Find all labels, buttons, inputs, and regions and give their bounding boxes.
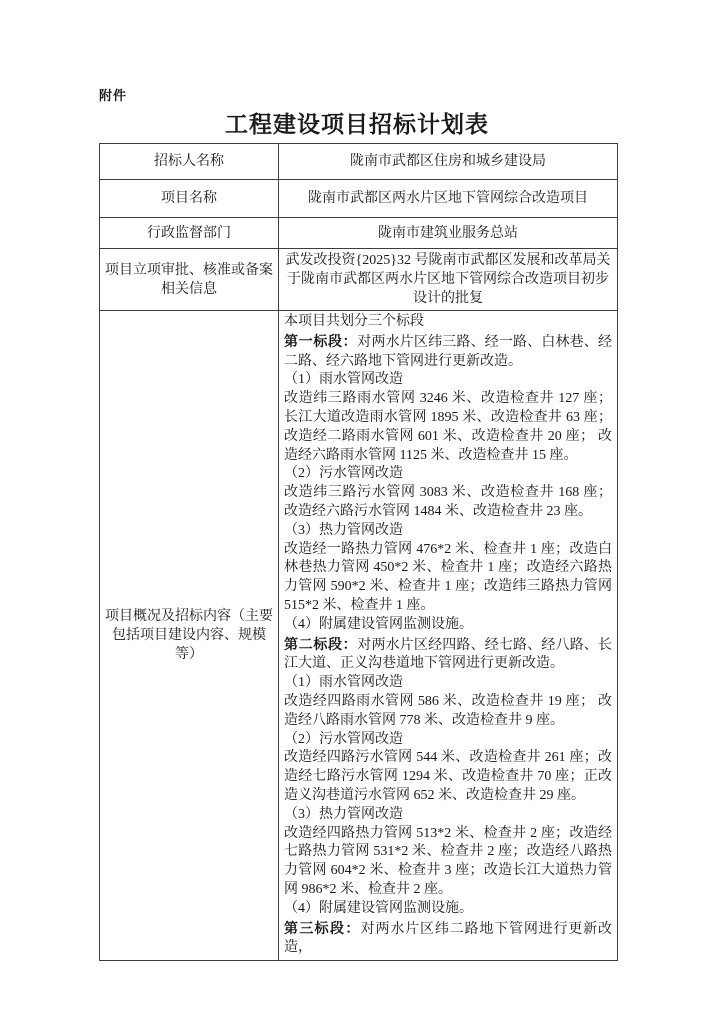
row-value-supervision-dept: 陇南市建筑业服务总站 bbox=[279, 218, 618, 249]
overview-paragraph: 改造纬三路雨水管网 3246 米、改造检查井 127 座；长江大道改造雨水管网 1895 米、改造检查井 63 座；改造经二路雨水管网 601 米、改造检查井 20 座； 改造经六路雨水管网 1125 米、改造检查井 15 座。 bbox=[284, 391, 612, 463]
row-label-project-name: 项目名称 bbox=[100, 180, 279, 218]
row-label-supervision-dept: 行政监督部门 bbox=[100, 218, 279, 249]
project-overview-cell bbox=[279, 311, 618, 961]
overview-paragraph: （4）附属建设管网监测设施。 bbox=[284, 616, 473, 632]
overview-paragraph: （1）雨水管网改造 bbox=[284, 372, 403, 388]
row-label-tenderer: 招标人名称 bbox=[100, 144, 279, 180]
row-label-project-overview: 项目概况及招标内容（主要包括项目建设内容、规模等） bbox=[100, 311, 279, 961]
overview-paragraph: 改造经四路污水管网 544 米、改造检查井 261 座；改造经七路污水管网 1294 米、改造检查井 70 座；正改造义沟巷道污水管网 652 米、改造检查井 29 座。 bbox=[284, 750, 612, 803]
overview-paragraph: 第一标段：对两水片区纬三路、经一路、白林巷、经二路、经六路地下管网进行更新改造。 bbox=[284, 332, 613, 369]
overview-paragraph: 第三标段：对两水片区纬二路地下管网进行更新改造， bbox=[284, 919, 613, 956]
overview-paragraph: 改造经一路热力管网 476*2 米、检查井 1 座；改造白林巷热力管网 450*2 米、检查井 1 座；改造经六路热力管网 590*2 米、检查井 1 座；改造纬三路热力管网 515*2 米、检查井 1 座。 bbox=[284, 541, 612, 613]
table-row-tenderer bbox=[100, 144, 618, 180]
overview-paragraph: （3）热力管网改造 bbox=[284, 806, 403, 822]
overview-paragraph: 本项目共划分三个标段 bbox=[284, 314, 424, 329]
overview-paragraph: （4）附属建设管网监测设施。 bbox=[284, 900, 473, 916]
overview-paragraph: 改造经四路热力管网 513*2 米、检查井 2 座；改造经七路热力管网 531*2 米、检查井 2 座；改造经八路热力管网 604*2 米、检查井 3 座；改造长江大道热力管网 986*2 米、检查井 2 座。 bbox=[284, 825, 612, 897]
overview-paragraph: （2）污水管网改造 bbox=[284, 466, 403, 482]
bidding-plan-table bbox=[99, 143, 618, 961]
table-row-approval-info bbox=[100, 249, 618, 311]
table-row-project-name bbox=[100, 180, 618, 218]
row-value-project-name: 陇南市武都区两水片区地下管网综合改造项目 bbox=[279, 180, 618, 218]
overview-paragraph: （1）雨水管网改造 bbox=[284, 675, 403, 691]
overview-paragraph: （3）热力管网改造 bbox=[284, 522, 403, 538]
row-label-approval-info: 项目立项审批、核准或备案相关信息 bbox=[100, 249, 279, 311]
overview-paragraph: （2）污水管网改造 bbox=[284, 731, 403, 747]
page-title: 工程建设项目招标计划表 bbox=[225, 111, 489, 137]
table-row-project-overview bbox=[100, 311, 618, 961]
attachment-label: 附件 bbox=[99, 88, 128, 103]
row-value-tenderer: 陇南市武都区住房和城乡建设局 bbox=[279, 144, 618, 180]
overview-paragraph: 改造纬三路污水管网 3083 米、改造检查井 168 座；改造经六路污水管网 1484 米、改造检查井 23 座。 bbox=[284, 485, 612, 519]
row-value-approval-info: 武发改投资{2025}32 号陇南市武都区发展和改革局关于陇南市武都区两水片区地下管网综合改造项目初步设计的批复 bbox=[279, 249, 618, 311]
table-row-supervision-dept bbox=[100, 218, 618, 249]
overview-paragraph: 第二标段：对两水片区经四路、经七路、经八路、长江大道、正义沟巷道地下管网进行更新改造。 bbox=[284, 635, 613, 672]
overview-paragraph: 改造经四路雨水管网 586 米、改造检查井 19 座； 改造经八路雨水管网 778 米、改造检查井 9 座。 bbox=[284, 693, 612, 728]
